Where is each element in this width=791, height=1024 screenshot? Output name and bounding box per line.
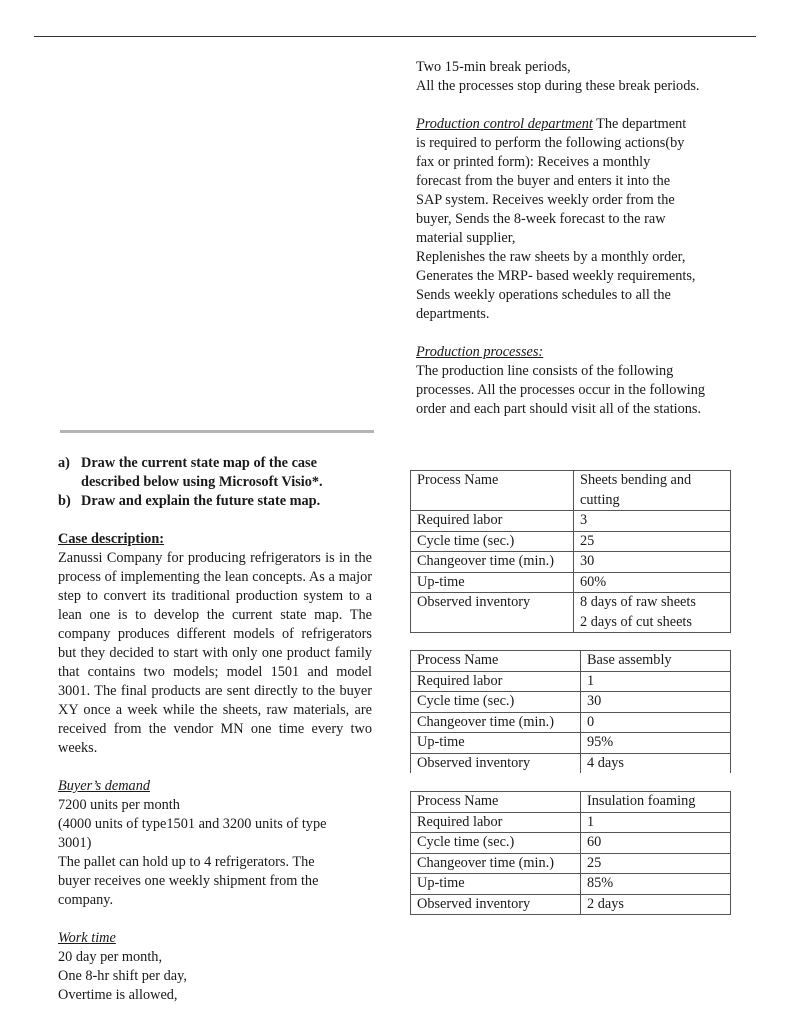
text-line: fax or printed form): Receives a monthly — [416, 154, 651, 170]
row-value: 85% — [581, 874, 731, 895]
row-label: Up-time — [411, 733, 581, 754]
text-line: Replenishes the raw sheets by a monthly order, — [416, 249, 686, 265]
row-value: 1 — [581, 671, 731, 692]
text-line: buyer, Sends the 8-week forecast to the raw — [416, 211, 666, 227]
question-line: Draw and explain the future state map. — [81, 493, 321, 509]
row-value: 0 — [581, 712, 731, 733]
question-item — [58, 454, 372, 492]
text-line: Overtime is allowed, — [58, 987, 178, 1003]
question-label: b) — [58, 493, 71, 509]
table-row — [411, 572, 731, 593]
row-value: 60 — [581, 833, 731, 854]
row-value: 30 — [581, 692, 731, 713]
break-line: All the processes stop during these break periods. — [416, 78, 700, 94]
right-column-text — [416, 58, 746, 419]
row-label: Changeover time (min.) — [411, 853, 581, 874]
text-line: Generates the MRP- based weekly requirements, — [416, 268, 696, 284]
row-label: Process Name — [411, 471, 574, 511]
text-line: The department — [592, 116, 687, 132]
table-row — [411, 733, 731, 754]
table-row — [411, 671, 731, 692]
text-line: order and each part should visit all of the stations. — [416, 401, 702, 417]
row-label: Cycle time (sec.) — [411, 692, 581, 713]
table-row — [411, 812, 731, 833]
row-value: 30 — [574, 552, 731, 573]
table-row — [411, 692, 731, 713]
process-table-sheets-bending — [410, 470, 731, 633]
text-line: departments. — [416, 306, 490, 322]
table-row — [411, 874, 731, 895]
case-description-heading: Case description: — [58, 531, 165, 547]
row-label: Process Name — [411, 792, 581, 813]
table-row — [411, 531, 731, 552]
table-row — [411, 712, 731, 733]
value-line: 2 days of cut sheets — [580, 613, 692, 630]
left-column-text — [58, 454, 372, 1005]
row-label: Up-time — [411, 572, 574, 593]
row-label: Cycle time (sec.) — [411, 531, 574, 552]
row-label: Observed inventory — [411, 753, 581, 773]
row-value: 2 days — [581, 894, 731, 915]
text-line: is required to perform the following actions(by — [416, 135, 685, 151]
text-line: One 8-hr shift per day, — [58, 968, 187, 984]
row-value — [574, 593, 731, 633]
text-line: buyer receives one weekly shipment from the — [58, 873, 319, 889]
value-line: Sheets bending and — [580, 472, 692, 488]
row-label: Required labor — [411, 511, 574, 532]
value-line: cutting — [580, 491, 620, 508]
table-row — [411, 471, 731, 511]
process-table-base-assembly — [410, 650, 731, 773]
row-label: Cycle time (sec.) — [411, 833, 581, 854]
row-label: Up-time — [411, 874, 581, 895]
row-label: Observed inventory — [411, 894, 581, 915]
process-table-insulation-foaming — [410, 791, 731, 915]
text-line: 3001) — [58, 835, 92, 851]
text-line: 20 day per month, — [58, 949, 163, 965]
text-line: The pallet can hold up to 4 refrigerators. The — [58, 854, 315, 870]
question-line: described below using Microsoft Visio*. — [81, 474, 323, 490]
production-processes-heading: Production processes: — [416, 344, 544, 360]
question-line: Draw the current state map of the case — [81, 455, 317, 471]
text-line: processes. All the processes occur in the following — [416, 382, 706, 398]
table-row — [411, 833, 731, 854]
row-value: 3 — [574, 511, 731, 532]
top-rule — [34, 36, 756, 37]
row-label: Changeover time (min.) — [411, 552, 574, 573]
value-line: 8 days of raw sheets — [580, 594, 696, 610]
table-row — [411, 651, 731, 672]
table-row — [411, 894, 731, 915]
table-row — [411, 593, 731, 633]
text-line: (4000 units of type1501 and 3200 units of type — [58, 816, 327, 832]
row-label: Process Name — [411, 651, 581, 672]
table-row — [411, 511, 731, 532]
row-value: 4 days — [581, 753, 731, 773]
work-time-section — [58, 929, 372, 1005]
row-label: Required labor — [411, 812, 581, 833]
text-line: forecast from the buyer and enters it into the — [416, 173, 671, 189]
row-value: Base assembly — [581, 651, 731, 672]
case-description-text: Zanussi Company for producing refrigerators is in the process of implementing the lean concepts. As a major step to convert its traditional production system to a lean one is to develop the current state map. The company produces different models of refrigerators but they decided to start with only one product family that contains two models; model 1501 and model 3001. The final products are sent directly to the buyer XY once a week while the sheets, raw materials, are received from the vendor MN one time every two weeks. — [58, 550, 372, 756]
row-value: Insulation foaming — [581, 792, 731, 813]
table-row — [411, 753, 731, 773]
buyer-demand-heading: Buyer’s demand — [58, 778, 150, 794]
row-value — [574, 471, 731, 511]
text-line: The production line consists of the following — [416, 363, 674, 379]
text-line: Sends weekly operations schedules to all the — [416, 287, 671, 303]
row-value: 25 — [574, 531, 731, 552]
row-label: Changeover time (min.) — [411, 712, 581, 733]
row-value: 25 — [581, 853, 731, 874]
row-value: 60% — [574, 572, 731, 593]
production-control-heading: Production control department — [416, 116, 593, 132]
row-label: Required labor — [411, 671, 581, 692]
table-row — [411, 552, 731, 573]
row-value: 95% — [581, 733, 731, 754]
table-row — [411, 792, 731, 813]
text-line: material supplier, — [416, 230, 516, 246]
question-item — [58, 492, 372, 511]
work-time-heading: Work time — [58, 930, 116, 946]
section-divider — [60, 430, 374, 433]
text-line: 7200 units per month — [58, 797, 180, 813]
buyer-demand-section — [58, 777, 372, 910]
row-value: 1 — [581, 812, 731, 833]
text-line: company. — [58, 892, 114, 908]
text-line: SAP system. Receives weekly order from the — [416, 192, 675, 208]
break-line: Two 15-min break periods, — [416, 59, 571, 75]
question-list — [58, 454, 372, 511]
table-row — [411, 853, 731, 874]
question-label: a) — [58, 455, 70, 471]
row-label: Observed inventory — [411, 593, 574, 633]
production-control-paragraph — [416, 115, 746, 134]
